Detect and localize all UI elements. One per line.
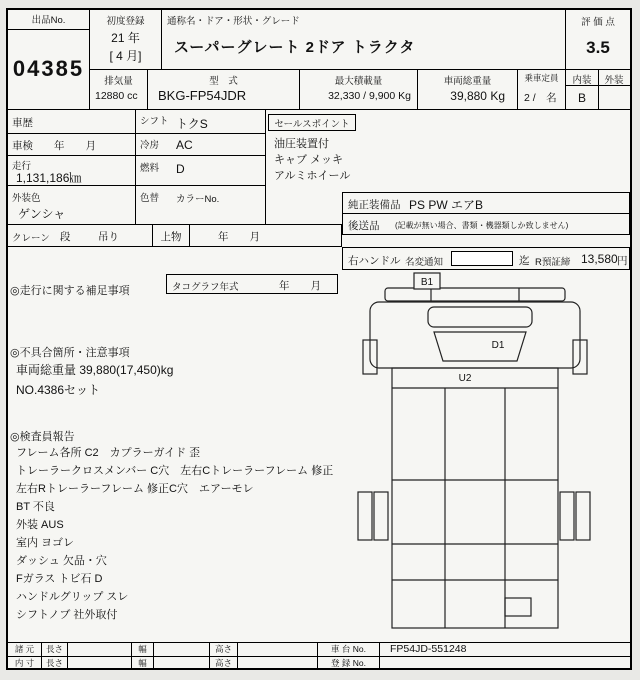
until-label: 迄 xyxy=(519,255,530,267)
driving-notes-title: ◎走行に関する補足事項 xyxy=(10,285,130,297)
damage-code-u2: U2 xyxy=(458,373,472,384)
gvw-value: 39,880 Kg xyxy=(450,89,505,103)
model-code-label: 型 式 xyxy=(209,76,238,87)
spec-width-value xyxy=(154,643,210,656)
first-registration-month: [ 4 月] xyxy=(109,48,142,63)
deposit-close-label: R預証締 xyxy=(535,257,571,268)
fuel-value: D xyxy=(176,162,185,176)
inspector-report-list xyxy=(16,444,344,624)
spec-height-value xyxy=(238,643,318,656)
inspector-note-line: ダッシュ 欠品・穴 xyxy=(16,555,107,567)
capacity-cell xyxy=(518,70,566,110)
first-registration-label: 初度登録 xyxy=(106,16,145,27)
inspector-note-line: 左右Rトレーラーフレーム 修正C穴 エアーモレ xyxy=(16,483,254,495)
first-registration-cell xyxy=(90,10,162,70)
history-cell xyxy=(8,110,136,134)
model-code-cell xyxy=(148,70,300,110)
history-label: 車歴 xyxy=(12,117,33,129)
exterior-label: 外装 xyxy=(604,75,624,86)
cab-outline-shape xyxy=(370,302,580,368)
model-name-value: スーパーグレート 2ドア トラクタ xyxy=(174,39,416,56)
sales-point-item: アルミホイール xyxy=(274,170,351,182)
height-label: 高さ xyxy=(210,643,238,656)
bottom-table xyxy=(8,642,630,668)
inspection-value: 年 月 xyxy=(54,140,96,152)
shift-value: トクS xyxy=(176,117,208,131)
exterior-color-value: ゲンシャ xyxy=(18,207,66,221)
yen-label: 円 xyxy=(617,255,628,267)
max-load-cell xyxy=(300,70,418,110)
inspection-label: 車検 xyxy=(12,140,33,152)
first-registration-year: 21 年 xyxy=(111,30,140,45)
color-no-label: カラーNo. xyxy=(176,194,220,205)
inspector-note-line: 外装 AUS xyxy=(16,519,64,531)
rear-wheel-right-outer-shape xyxy=(576,492,590,540)
defect-note-line: NO.4386セット xyxy=(16,383,101,397)
name-change-label: 名変通知 xyxy=(405,257,444,268)
displacement-label: 排気量 xyxy=(104,76,133,87)
inner-length-value xyxy=(68,657,132,670)
inspector-note-line: 室内 ヨゴレ xyxy=(16,537,75,549)
deposit-amount: 13,580 xyxy=(581,252,618,266)
oem-equipment-value: PS PW エアB xyxy=(409,198,484,212)
inspector-note-line: トレーラークロスメンバー C穴 左右Cトレーラーフレーム 修正 xyxy=(16,465,334,477)
crane-hoist-label: 吊り xyxy=(98,231,119,243)
front-bumper-shape xyxy=(385,288,565,301)
interior-exterior-divider xyxy=(598,70,599,110)
inspector-note-line: ハンドルグリップ スレ xyxy=(16,591,129,603)
body-equip-label: 上物 xyxy=(160,230,182,243)
inspector-note-line: フレーム各所 C2 カプラーガイド 歪 xyxy=(16,447,201,459)
lot-number-cell xyxy=(8,10,90,110)
aircon-value: AC xyxy=(176,138,193,152)
max-load-value: 32,330 / 9,900 Kg xyxy=(328,90,411,102)
model-name-header: 通称名・ドア・形状・グレード xyxy=(167,16,300,27)
defect-note-line: 車両総重量 39,880(17,450)kg xyxy=(16,363,174,377)
sales-points-title: セールスポイント xyxy=(274,118,350,130)
chassis-no-label: 車 台 No. xyxy=(318,643,380,656)
aircon-cell xyxy=(136,134,266,156)
width-label: 幅 xyxy=(132,657,154,670)
body-date-value: 年 月 xyxy=(218,231,260,243)
exterior-color-cell xyxy=(8,186,136,224)
cab-roof-shape xyxy=(428,307,532,327)
oem-equipment-label: 純正装備品 xyxy=(348,199,401,211)
defect-notes-list xyxy=(16,360,336,400)
crane-step-label: 段 xyxy=(60,231,71,243)
spec-row xyxy=(8,643,630,657)
defect-notes-title: ◎不具合箇所・注意事項 xyxy=(10,347,130,359)
auction-sheet xyxy=(6,8,632,670)
registration-no-label: 登 録 No. xyxy=(318,657,380,670)
handle-position-label: 右ハンドル xyxy=(348,255,401,267)
repaint-label: 色替 xyxy=(140,193,160,204)
interior-grade-value: B xyxy=(577,90,586,105)
inspector-note-line: BT 不良 xyxy=(16,501,55,513)
sales-points-header xyxy=(268,114,356,131)
inner-dim-row xyxy=(8,657,630,670)
gvw-label: 車両総重量 xyxy=(443,76,492,87)
tachograph-date: 年 月 xyxy=(279,280,321,292)
grade-score-value: 3.5 xyxy=(586,38,610,57)
capacity-value: 2 / 名 xyxy=(524,92,557,104)
length-label: 長さ xyxy=(42,657,68,670)
crane-label: クレーン xyxy=(12,233,50,244)
registration-no-value xyxy=(380,657,630,670)
sales-point-item: キャブ メッキ xyxy=(274,154,344,166)
tachograph-label: タコグラフ年式 xyxy=(172,282,239,293)
shift-cell xyxy=(136,110,266,134)
crane-row xyxy=(8,224,342,247)
rear-plate-shape xyxy=(505,598,531,616)
inspector-note-line: シフトノブ 社外取付 xyxy=(16,609,118,621)
name-change-date-box xyxy=(451,251,513,266)
inspector-note-line: Fガラス トビ石 D xyxy=(16,573,103,585)
length-label: 長さ xyxy=(42,643,68,656)
sales-point-item: 油圧装置付 xyxy=(274,138,329,150)
grade-score-label: 評 価 点 xyxy=(581,17,615,28)
displacement-cell xyxy=(90,70,148,110)
handle-row xyxy=(342,247,630,270)
rear-wheel-right-inner-shape xyxy=(560,492,574,540)
chassis-no-value: FP54JD-551248 xyxy=(390,643,467,655)
mileage-value: 1,131,186㎞ xyxy=(16,171,82,185)
spec-length-value xyxy=(68,643,132,656)
height-label: 高さ xyxy=(210,657,238,670)
chassis-frame-shape xyxy=(392,368,558,628)
inspection-cell xyxy=(8,134,136,156)
width-label: 幅 xyxy=(132,643,154,656)
model-code-value: BKG-FP54JDR xyxy=(158,88,247,103)
back-order-row xyxy=(342,213,630,235)
mileage-label: 走行 xyxy=(12,161,32,172)
rear-wheel-left-inner-shape xyxy=(374,492,388,540)
rear-wheel-left-outer-shape xyxy=(358,492,372,540)
spec-row-label: 諸 元 xyxy=(8,643,42,656)
back-order-note: (記載が無い場合、書類・機器類しか致しません) xyxy=(395,221,569,230)
inner-width-value xyxy=(154,657,210,670)
mileage-cell xyxy=(8,156,136,186)
lot-number-label: 出品No. xyxy=(8,10,89,30)
body-equip-cell xyxy=(152,225,190,247)
lot-number-value: 04385 xyxy=(12,56,85,81)
oem-equipment-row xyxy=(342,192,630,214)
shift-label: シフト xyxy=(140,116,169,127)
vehicle-diagram xyxy=(346,268,630,642)
gvw-cell xyxy=(418,70,518,110)
displacement-value: 12880 cc xyxy=(95,90,138,102)
fuel-label: 燃料 xyxy=(140,163,160,174)
inspector-report-title: ◎検査員報告 xyxy=(10,431,75,443)
fuel-cell xyxy=(136,156,266,186)
max-load-label: 最大積載量 xyxy=(334,76,383,87)
exterior-color-label: 外装色 xyxy=(12,193,41,204)
interior-exterior-cell xyxy=(566,70,630,110)
damage-code-b1: B1 xyxy=(420,277,434,288)
repaint-cell xyxy=(136,186,266,224)
tachograph-box xyxy=(166,274,338,294)
damage-code-d1: D1 xyxy=(491,340,505,351)
aircon-label: 冷房 xyxy=(140,140,160,151)
inner-height-value xyxy=(238,657,318,670)
inner-dim-row-label: 内 寸 xyxy=(8,657,42,670)
windshield-shape xyxy=(434,332,526,361)
capacity-label: 乗車定員 xyxy=(524,73,559,83)
sales-points-list xyxy=(274,136,384,184)
interior-label: 内装 xyxy=(572,75,592,86)
back-order-label: 後送品 xyxy=(348,220,380,232)
grade-score-cell xyxy=(566,10,630,70)
model-name-cell xyxy=(162,10,566,70)
